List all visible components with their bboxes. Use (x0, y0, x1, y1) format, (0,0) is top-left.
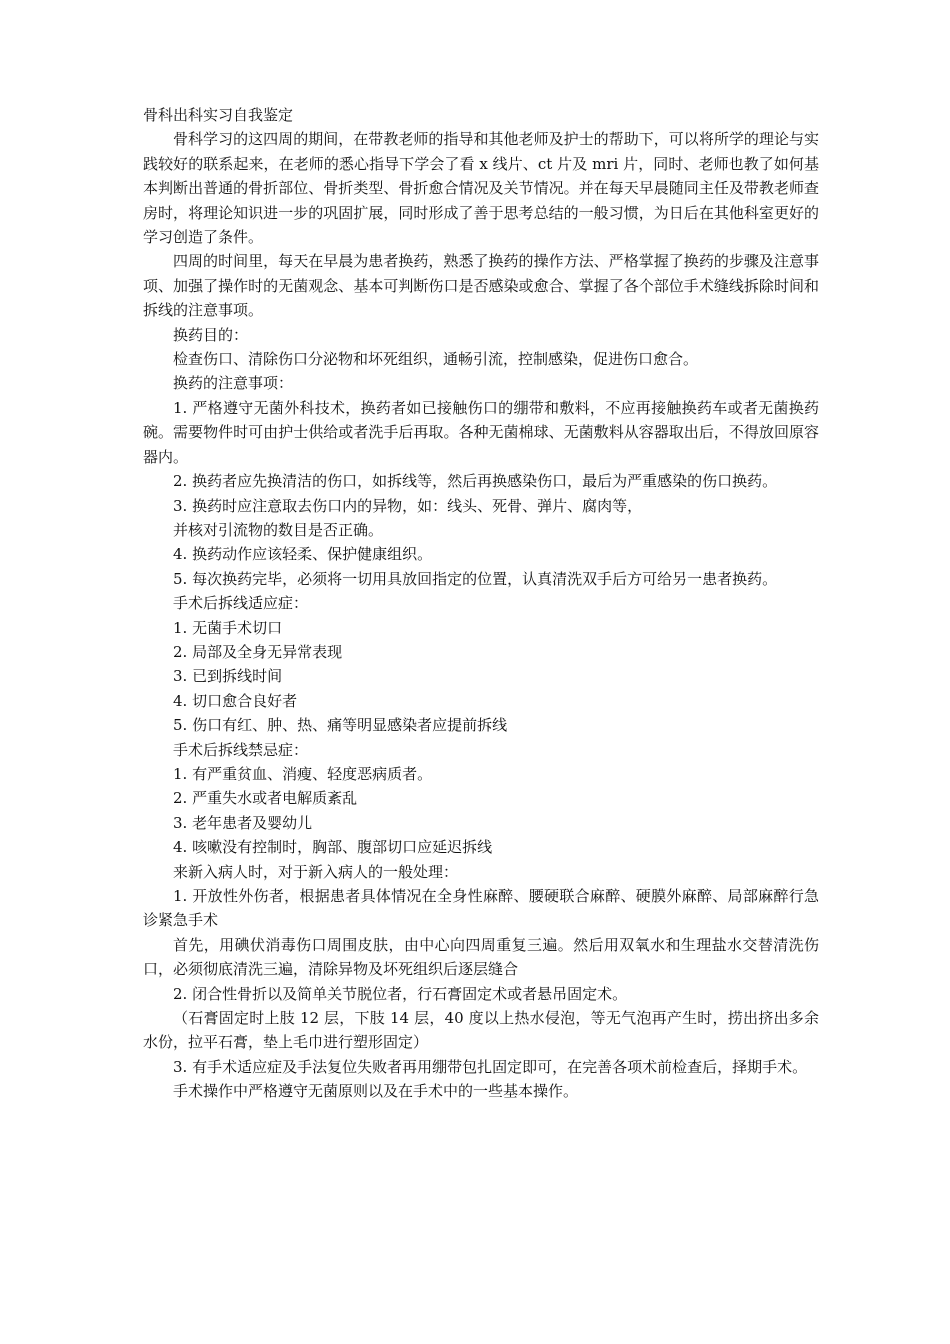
paragraph: 1. 开放性外伤者，根据患者具体情况在全身性麻醉、腰硬联合麻醉、硬膜外麻醉、局部麻醉行急诊紧急手术 (143, 887, 819, 930)
paragraph: 1. 严格遵守无菌外科技术，换药者如已接触伤口的绷带和敷料，不应再接触换药车或者无菌换药碗。需要物件时可由护士供给或者洗手后再取。各种无菌棉球、无菌敷料从容器取出后，不得放回原容器内。 (143, 398, 819, 466)
paragraph: 四周的时间里，每天在早晨为患者换药，熟悉了换药的操作方法、严格掌握了换药的步骤及注意事项、加强了操作时的无菌观念、基本可判断伤口是否感染或愈合、掌握了各个部位手术缝线拆除时间和拆线的注意事项。 (143, 252, 819, 320)
paragraph: 4. 咳嗽没有控制时，胸部、腹部切口应延迟拆线 (173, 838, 493, 857)
paragraph: 换药的注意事项： (173, 374, 294, 393)
paragraph: 2. 局部及全身无异常表现 (173, 642, 343, 661)
paragraph: 3. 换药时应注意取去伤口内的异物，如：线头、死骨、弹片、腐肉等， (173, 496, 643, 515)
paragraph: （石膏固定时上肢 12 层，下肢 14 层，40 度以上热水侵泡，等无气泡再产生时，捞出挤出多余水份，拉平石膏，垫上毛巾进行塑形固定） (143, 1009, 819, 1052)
paragraph: 5. 伤口有红、肿、热、痛等明显感染者应提前拆线 (173, 716, 508, 735)
paragraph: 检查伤口、清除伤口分泌物和坏死组织，通畅引流，控制感染，促进伤口愈合。 (173, 350, 699, 369)
document-body (143, 127, 819, 1103)
document-title: 骨科出科实习自我鉴定 (143, 106, 294, 124)
paragraph: 骨科学习的这四周的期间，在带教老师的指导和其他老师及护士的帮助下，可以将所学的理论与实践较好的联系起来，在老师的悉心指导下学会了看 x 线片、ct 片及 mri 片，同时、老师也教了如何基本判断出普通的骨折部位、骨折类型、骨折愈合情况及关节情况。并在每天早晨随同主任及带教老师查房时，将理论知识进一步的巩固扩展，同时形成了善于思考总结的一般习惯，为日后在其他科室更好的学习创造了条件。 (143, 130, 819, 247)
paragraph: 1. 无菌手术切口 (173, 618, 283, 637)
document-page (143, 103, 819, 1104)
paragraph: 首先，用碘伏消毒伤口周围皮肤，由中心向四周重复三遍。然后用双氧水和生理盐水交替清洗伤口，必须彻底清洗三遍，清除异物及坏死组织后逐层缝合 (143, 935, 819, 979)
paragraph: 来新入病人时，对于新入病人的一般处理： (173, 862, 459, 881)
paragraph: 5. 每次换药完毕，必须将一切用具放回指定的位置，认真清洗双手后方可给另一患者换药。 (173, 569, 778, 588)
paragraph: 3. 老年患者及婴幼儿 (173, 813, 313, 832)
paragraph: 1. 有严重贫血、消瘦、轻度恶病质者。 (173, 764, 433, 783)
paragraph: 3. 有手术适应症及手法复位失败者再用绷带包扎固定即可，在完善各项术前检查后，择期手术。 (173, 1057, 808, 1076)
paragraph: 2. 严重失水或者电解质紊乱 (173, 789, 358, 808)
paragraph: 手术后拆线适应症： (173, 594, 309, 613)
paragraph: 2. 闭合性骨折以及简单关节脱位者，行石膏固定术或者悬吊固定术。 (173, 984, 628, 1003)
paragraph: 手术后拆线禁忌症： (173, 740, 309, 759)
paragraph: 4. 换药动作应该轻柔、保护健康组织。 (173, 545, 433, 564)
paragraph: 换药目的： (173, 325, 249, 344)
paragraph: 3. 已到拆线时间 (173, 667, 283, 686)
paragraph: 并核对引流物的数目是否正确。 (173, 520, 384, 539)
paragraph: 4. 切口愈合良好者 (173, 691, 298, 710)
paragraph: 手术操作中严格遵守无菌原则以及在手术中的一些基本操作。 (173, 1082, 579, 1101)
paragraph: 2. 换药者应先换清洁的伤口，如拆线等，然后再换感染伤口，最后为严重感染的伤口换药。 (173, 472, 778, 491)
